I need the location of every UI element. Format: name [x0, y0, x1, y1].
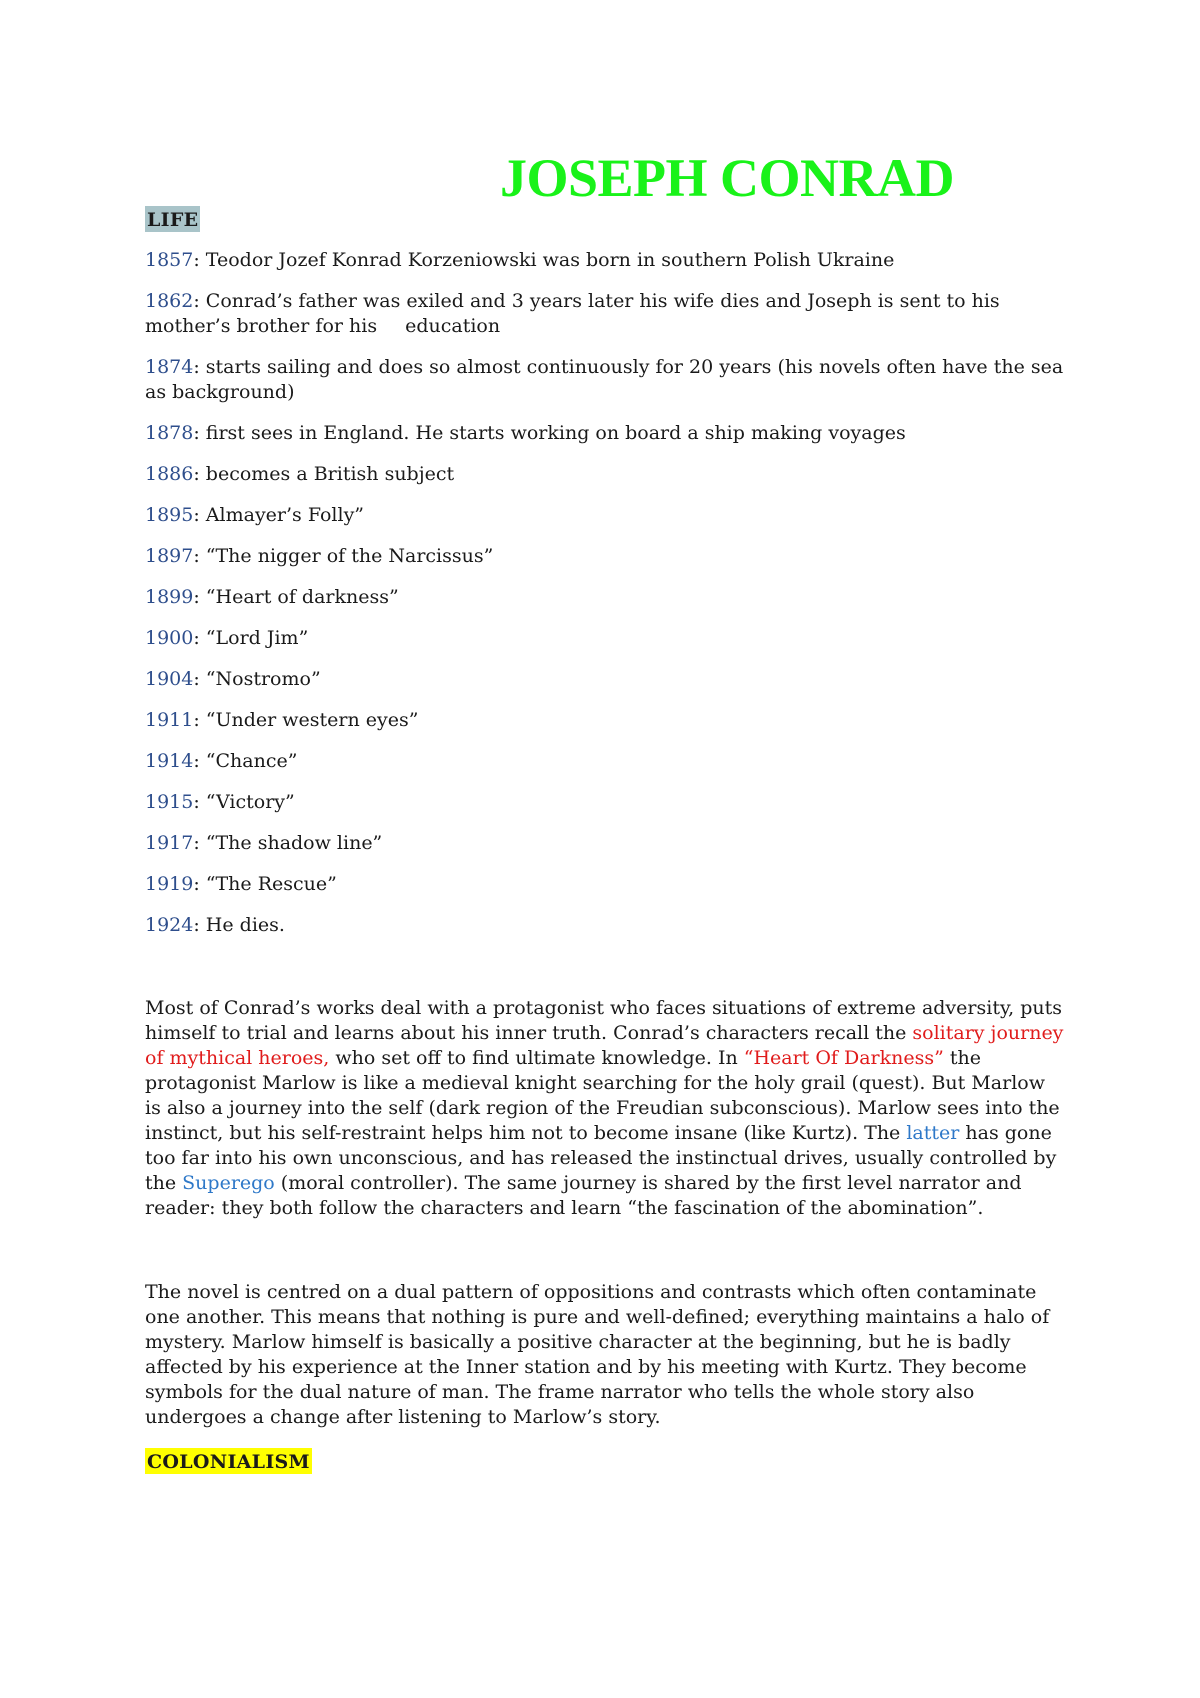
timeline-year: 1895	[145, 504, 194, 526]
timeline-item	[145, 421, 1065, 446]
timeline-year: 1878	[145, 422, 194, 444]
section-heading-life-label: LIFE	[145, 206, 200, 232]
timeline-text: : “Heart of darkness”	[193, 586, 399, 608]
timeline-year: 1897	[145, 545, 194, 567]
timeline-item	[145, 544, 1065, 569]
timeline-text: : “Lord Jim”	[193, 627, 309, 649]
timeline-year: 1919	[145, 873, 194, 895]
timeline-year: 1857	[145, 249, 194, 271]
section-heading-colonialism	[145, 1448, 1065, 1475]
paragraph-dual-pattern: The novel is centred on a dual pattern of oppositions and contrasts which often contaminate one another. This means that nothing is pure and well-defined; everything maintains a halo of mystery. Marlow himself is basically a positive character at the beginning, but he is badly affected by his experience at the Inner station and by his meeting with Kurtz. They become symbols for the dual nature of man. The frame narrator who tells the whole story also undergoes a change after listening to Marlow’s story.	[145, 1281, 1050, 1428]
timeline-text: : “The nigger of the Narcissus”	[193, 545, 494, 567]
timeline-text: : first sees in England. He starts working on board a ship making voyages	[193, 422, 906, 444]
document-body	[145, 206, 1065, 1475]
timeline-item	[145, 831, 1065, 856]
page-title: JOSEPH CONRAD	[500, 148, 955, 208]
highlight-superego: Superego	[182, 1172, 275, 1194]
timeline-item	[145, 462, 1065, 487]
timeline-item	[145, 585, 1065, 610]
timeline-item	[145, 790, 1065, 815]
timeline-item	[145, 626, 1065, 651]
paragraph-text: has gone too far into his own unconscious, and has released the instinctual drives, usually controlled by the	[145, 1122, 1057, 1194]
timeline-year: 1886	[145, 463, 194, 485]
timeline-item	[145, 708, 1065, 733]
timeline-text: : Almayer’s Folly”	[193, 504, 365, 526]
timeline-year: 1911	[145, 709, 194, 731]
timeline-year: 1899	[145, 586, 194, 608]
timeline-year: 1924	[145, 914, 194, 936]
timeline-year: 1904	[145, 668, 194, 690]
paragraph-protagonist	[145, 996, 1065, 1221]
timeline-text-continued: education	[405, 315, 501, 337]
timeline-text: : “Victory”	[193, 791, 295, 813]
timeline-text: : He dies.	[193, 914, 285, 936]
timeline-item	[145, 749, 1065, 774]
timeline-text: : “Nostromo”	[193, 668, 321, 690]
timeline-text: : Conrad’s father was exiled and 3 years later his wife dies and Joseph is sent to his mother’s brother for his	[145, 290, 1000, 337]
timeline-text: : “Under western eyes”	[193, 709, 419, 731]
highlight-solitary-journey: solitary journey of mythical heroes,	[145, 1022, 1064, 1069]
timeline-year: 1862	[145, 290, 194, 312]
timeline-text: : Teodor Jozef Konrad Korzeniowski was born in southern Polish Ukraine	[193, 249, 895, 271]
timeline-item	[145, 289, 1065, 339]
life-timeline	[145, 248, 1065, 938]
timeline-item	[145, 913, 1065, 938]
timeline-year: 1917	[145, 832, 194, 854]
timeline-text: : “The Rescue”	[193, 873, 337, 895]
paragraph-text: the protagonist Marlow is like a medieval knight searching for the holy grail (quest). But Marlow is also a journey into the self (dark region of the Freudian subconscious). Marlow sees into the instinct, but his self-restraint helps him not to become insane (like Kurtz). The	[145, 1047, 1060, 1144]
paragraph-text: (moral controller). The same journey is shared by the first level narrator and reader: they both follow the characters and learn “the fascination of the abomination”.	[145, 1172, 1022, 1219]
section-heading-life	[145, 206, 1065, 233]
paragraph-text: who set off to find ultimate knowledge. In	[329, 1047, 744, 1069]
section-heading-colonialism-label: COLONIALISM	[145, 1448, 312, 1474]
timeline-year: 1874	[145, 356, 194, 378]
timeline-item	[145, 355, 1065, 405]
timeline-text: : “Chance”	[193, 750, 298, 772]
timeline-item	[145, 667, 1065, 692]
timeline-year: 1914	[145, 750, 194, 772]
timeline-text: : starts sailing and does so almost continuously for 20 years (his novels often have the sea as background)	[145, 356, 1064, 403]
timeline-item	[145, 503, 1065, 528]
highlight-latter: latter	[906, 1122, 960, 1144]
paragraph-text: Most of Conrad’s works deal with a protagonist who faces situations of extreme adversity, puts himself to trial and learns about his inner truth. Conrad’s characters recall the	[145, 997, 1063, 1044]
timeline-text: : “The shadow line”	[193, 832, 383, 854]
timeline-year: 1915	[145, 791, 194, 813]
timeline-text: : becomes a British subject	[193, 463, 455, 485]
highlight-heart-of-darkness: “Heart Of Darkness”	[743, 1047, 944, 1069]
timeline-item	[145, 248, 1065, 273]
timeline-year: 1900	[145, 627, 194, 649]
timeline-item	[145, 872, 1065, 897]
